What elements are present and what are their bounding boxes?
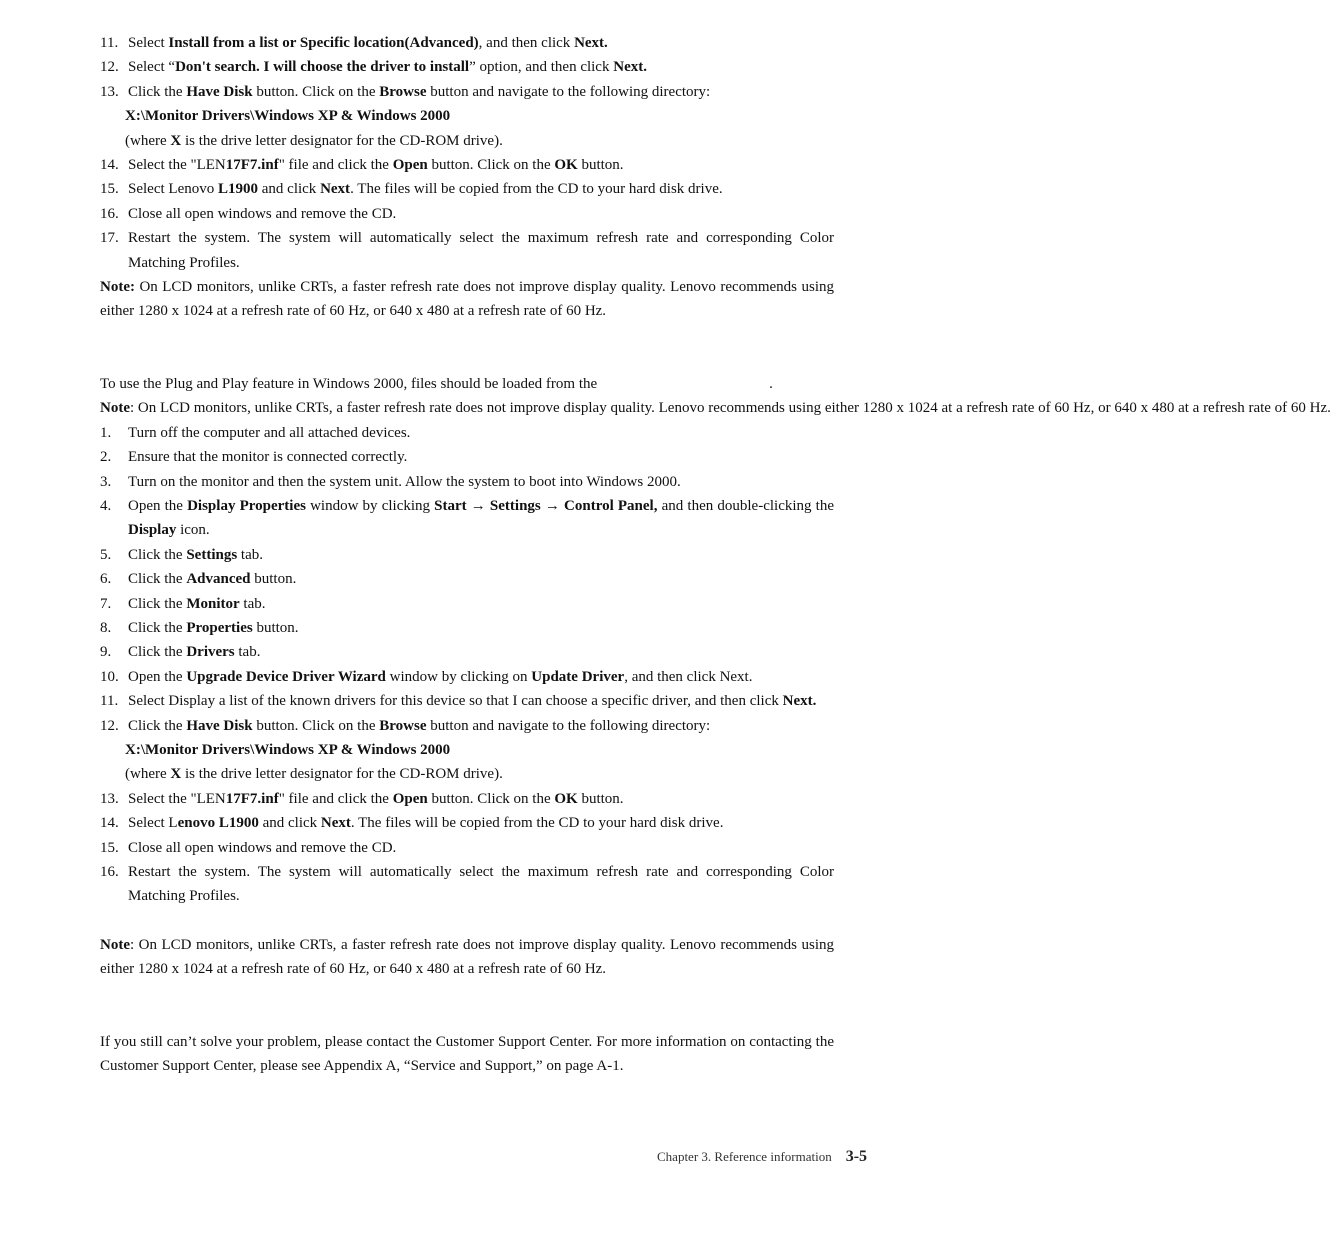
step-text: Select Install from a list or Specific location(Advanced), and then click Next. <box>128 35 608 51</box>
windows-2000-steps-list-continued <box>100 787 834 909</box>
step-text: Click the Have Disk button. Click on the Browse button and navigate to the following directory: <box>128 717 711 734</box>
step-text: Click the Settings tab. <box>128 546 263 563</box>
drive-letter-note: (where X is the drive letter designator for the CD-ROM drive). <box>125 132 503 149</box>
list-item <box>100 421 834 445</box>
step-number: 2. <box>100 449 112 466</box>
install-steps-list <box>100 31 834 104</box>
step-number: 1. <box>100 424 112 441</box>
driver-path: X:\Monitor Drivers\Windows XP & Windows 2000 <box>125 108 451 125</box>
step-number: 12. <box>100 59 119 76</box>
step-number: 14. <box>100 815 119 832</box>
step-number: 3. <box>100 473 112 490</box>
step-number: 14. <box>100 157 119 174</box>
step-number: 15. <box>100 181 119 198</box>
list-item <box>100 202 834 226</box>
step-text: Ensure that the monitor is connected correctly. <box>128 449 408 466</box>
list-item <box>100 177 834 201</box>
chapter-title: Chapter 3. Reference information <box>657 1149 832 1164</box>
step-number: 11. <box>100 693 119 710</box>
step-text: Click the Have Disk button. Click on the Browse button and navigate to the following directory: <box>128 83 711 100</box>
list-item <box>100 860 834 909</box>
list-item <box>100 55 834 79</box>
step-number: 6. <box>100 571 112 588</box>
step-number: 13. <box>100 790 119 807</box>
list-item <box>100 494 834 543</box>
step-text: Open the Upgrade Device Driver Wizard window by clicking on Update Driver, and then click Next. <box>128 668 753 685</box>
windows-2000-intro: To use the Plug and Play feature in Windows 2000, files should be loaded from the . <box>100 375 773 392</box>
document-page <box>100 31 1331 1078</box>
step-text: Close all open windows and remove the CD. <box>128 205 397 222</box>
list-item <box>100 714 834 738</box>
page-number: 3-5 <box>845 1148 868 1165</box>
step-number: 16. <box>100 205 119 222</box>
step-number: 16. <box>100 864 119 880</box>
step-text: Click the Advanced button. <box>128 571 297 588</box>
step-number: 17. <box>100 230 119 247</box>
step-number: 8. <box>100 619 112 636</box>
list-item <box>100 836 834 860</box>
step-text: Restart the system. The system will automatically select the maximum refresh rate and corresponding Color Matching Profiles. <box>128 864 834 905</box>
refresh-rate-note: Note: On LCD monitors, unlike CRTs, a faster refresh rate does not improve display quality. Lenovo recommends using either 1280 x 1024 at a refresh rate of 60 Hz, or 640 x 480 at a refresh rate of 60 Hz. <box>100 279 834 320</box>
list-item <box>100 470 834 494</box>
windows-2000-steps-list <box>100 421 834 738</box>
drive-letter-note: (where X is the drive letter designator for the CD-ROM drive). <box>125 766 503 783</box>
customer-support-paragraph: If you still can’t solve your problem, please contact the Customer Support Center. For more information on contacting the Customer Support Center, please see Appendix A, “Service and Support,” on page A-1. <box>100 1033 834 1075</box>
step-text: Select “Don't search. I will choose the driver to install” option, and then click Next. <box>128 59 647 76</box>
step-number: 7. <box>100 595 112 612</box>
step-text: Turn on the monitor and then the system unit. Allow the system to boot into Windows 2000. <box>128 473 681 490</box>
list-item <box>100 543 834 567</box>
list-item <box>100 665 834 689</box>
list-item <box>100 153 834 177</box>
step-number: 5. <box>100 546 112 563</box>
step-text: Select Lenovo L1900 and click Next. The files will be copied from the CD to your hard disk drive. <box>128 181 723 198</box>
list-item <box>100 80 834 104</box>
step-number: 12. <box>100 717 119 734</box>
list-item <box>100 616 834 640</box>
step-text: Click the Drivers tab. <box>128 644 261 661</box>
list-item <box>100 640 834 664</box>
list-item <box>100 567 834 591</box>
step-text: Select the "LEN17F7.inf" file and click the Open button. Click on the OK button. <box>128 790 624 807</box>
list-item <box>100 226 834 275</box>
step-text: Close all open windows and remove the CD. <box>128 839 397 856</box>
step-text: Select Lenovo L1900 and click Next. The files will be copied from the CD to your hard disk drive. <box>128 815 724 832</box>
step-number: 15. <box>100 839 119 856</box>
step-number: 13. <box>100 83 119 100</box>
step-text: Open the Display Properties window by clicking Start → Settings → Control Panel, and then double-clicking the Display icon. <box>128 497 834 539</box>
list-item <box>100 811 834 835</box>
list-item <box>100 592 834 616</box>
step-number: 4. <box>100 497 112 514</box>
step-text: Select Display a list of the known drivers for this device so that I can choose a specific driver, and then click Next. <box>128 693 817 710</box>
driver-path: X:\Monitor Drivers\Windows XP & Windows 2000 <box>125 741 451 758</box>
refresh-rate-note: Note: On LCD monitors, unlike CRTs, a faster refresh rate does not improve display quality. Lenovo recommends using either 1280 x 1024 at a refresh rate of 60 Hz, or 640 x 480 at a refresh rate of 60 Hz. <box>100 936 834 978</box>
step-text: Click the Properties button. <box>128 619 299 636</box>
step-text: Turn off the computer and all attached devices. <box>128 424 411 441</box>
list-item <box>100 787 834 811</box>
windows-2000-note: Note: On LCD monitors, unlike CRTs, a faster refresh rate does not improve display quality. Lenovo recommends using either 1280 x 1024 at a refresh rate of 60 Hz, or 640 x 480 at a refresh rate of 60 Hz. <box>100 400 1331 417</box>
list-item <box>100 31 834 55</box>
list-item <box>100 445 834 469</box>
step-text: Restart the system. The system will automatically select the maximum refresh rate and corresponding Color Matching Profiles. <box>128 230 834 271</box>
step-number: 11. <box>100 35 119 51</box>
step-text: Click the Monitor tab. <box>128 595 266 612</box>
step-number: 9. <box>100 644 112 661</box>
list-item <box>100 689 834 713</box>
step-text: Select the "LEN17F7.inf" file and click the Open button. Click on the OK button. <box>128 157 624 174</box>
install-steps-list-continued <box>100 153 834 275</box>
page-footer <box>657 1148 867 1166</box>
step-number: 10. <box>100 668 119 685</box>
